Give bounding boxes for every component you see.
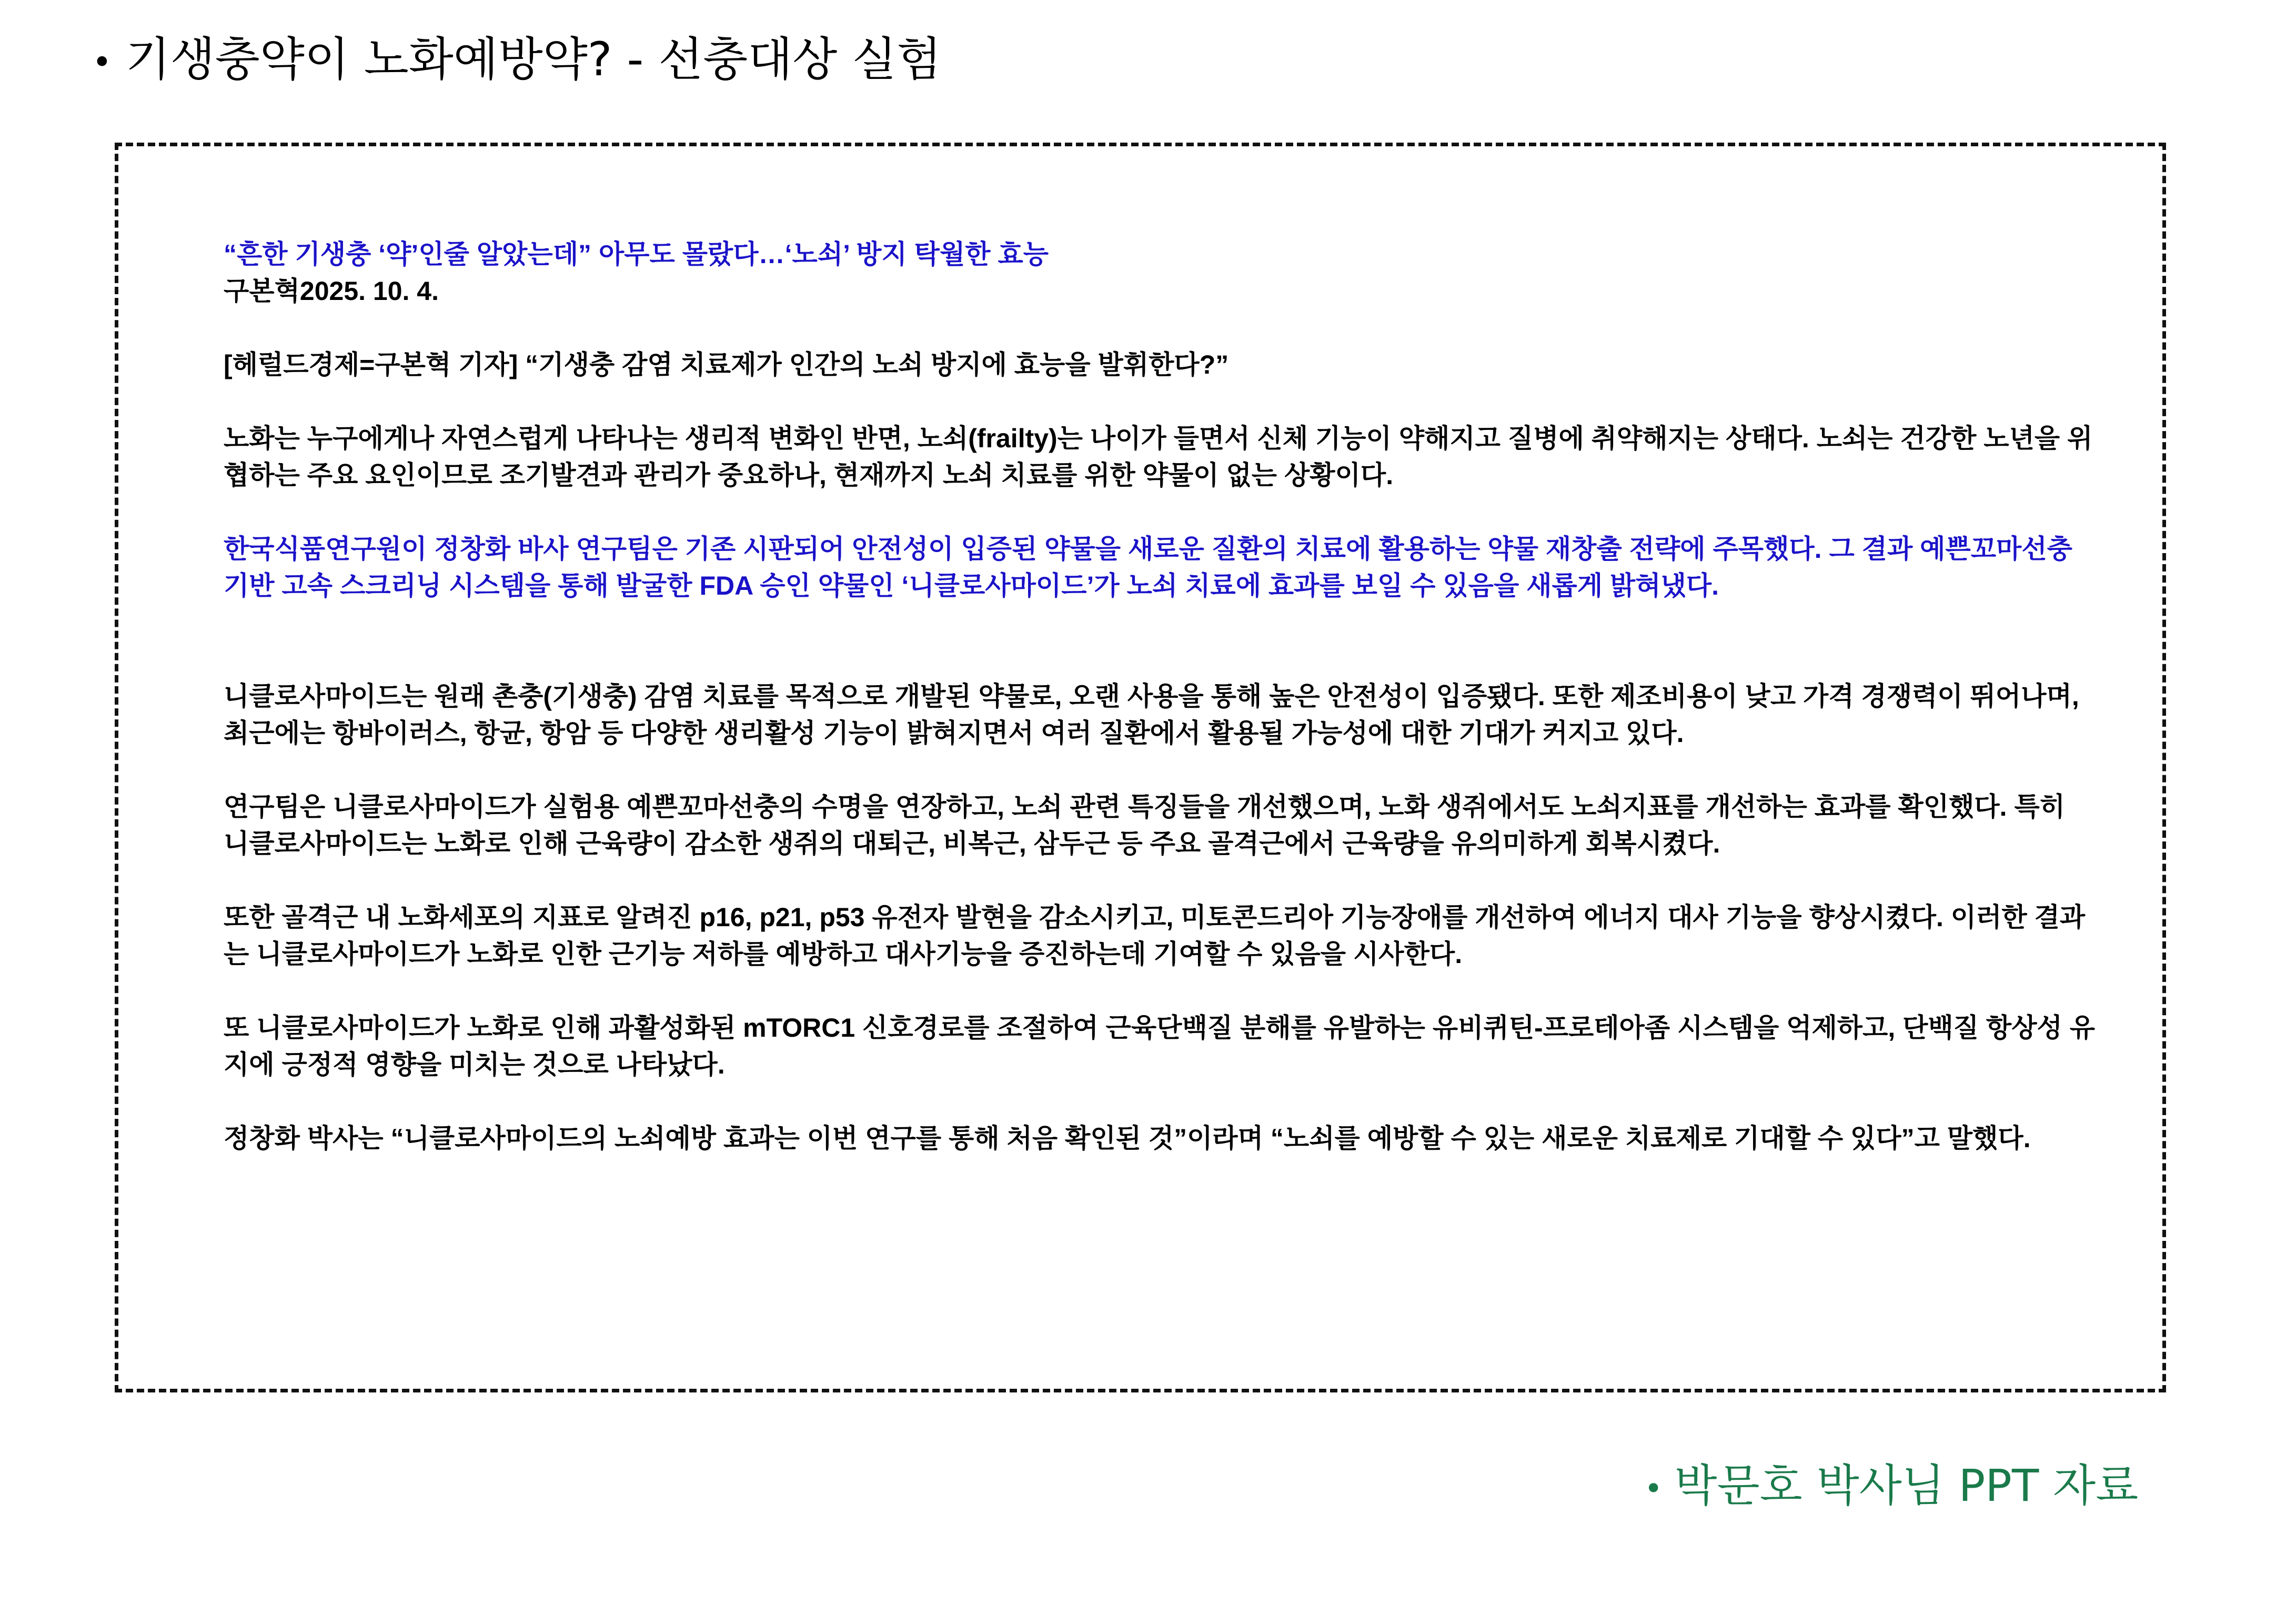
article-body (224, 236, 2097, 1194)
article-paragraph: 연구팀은 니클로사마이드가 실험용 예쁜꼬마선충의 수명을 연장하고, 노쇠 관련 특징들을 개선했으며, 노화 생쥐에서도 노쇠지표를 개선하는 효과를 확인했다. 특히 니클로사마이드는 노화로 인해 근육량이 감소한 생쥐의 대퇴근, 비복근, 삼두근 등 주요 골격근에서 근육량을 유의미하게 회복시켰다. (224, 792, 2066, 858)
source-note-text: 박문호 박사님 PPT 자료 (1674, 1460, 2139, 1511)
article-closing-paragraph: 정창화 박사는 “니클로사마이드의 노쇠예방 효과는 이번 연구를 통해 처음 확인된 것”이라며 “노쇠를 예방할 수 있는 새로운 치료제로 기대할 수 있다”고 말했다. (224, 1124, 2031, 1153)
article-frame (115, 143, 2166, 1392)
source-bullet: • (1644, 1470, 1663, 1508)
article-paragraph: 또한 골격근 내 노화세포의 지표로 알려진 p16, p21, p53 유전자 발현을 감소시키고, 미토콘드리아 기능장애를 개선하여 에너지 대사 기능을 향상시켰다. 이러한 결과는 니클로사마이드가 노화로 인한 근기능 저하를 예방하고 대사기능을 증진하는데 기여할 수 있음을 시사한다. (224, 903, 2086, 969)
slide-title-text: 기생충약이 노화예방약? - 선충대상 실험 (125, 32, 942, 86)
article-paragraph: 노화는 누구에게나 자연스럽게 나타나는 생리적 변화인 반면, 노쇠(frailty)는 나이가 들면서 신체 기능이 약해지고 질병에 취약해지는 상태다. 노쇠는 건강한 노년을 위협하는 주요 요인이므로 조기발견과 관리가 중요하나, 현재까지 노쇠 치료를 위한 약물이 없는 상황이다. (224, 424, 2093, 490)
article-byline: 구본혁2025. 10. 4. (224, 276, 439, 306)
article-headline: “흔한 기생충 ‘약’인줄 알았는데” 아무도 몰랐다…‘노쇠’ 방지 탁월한 효능 (224, 239, 1049, 269)
title-bullet: • (92, 43, 112, 83)
article-lead-paragraph: [헤럴드경제=구본혁 기자] “기생충 감염 치료제가 인간의 노쇠 방지에 효능을 발휘한다?” (224, 350, 1229, 379)
article-highlight-paragraph: 한국식품연구원이 정창화 바사 연구팀은 기존 시판되어 안전성이 입증된 약물을 새로운 질환의 치료에 활용하는 약물 재창출 전략에 주목했다. 그 결과 예쁜꼬마선충 기반 고속 스크리닝 시스템을 통해 발굴한 FDA 승인 약물인 ‘니클로사마이드’가 노쇠 치료에 효과를 보일 수 있음을 새롭게 밝혀냈다. (224, 534, 2072, 600)
slide-title (92, 31, 941, 92)
article-paragraph: 또 니클로사마이드가 노화로 인해 과활성화된 mTORC1 신호경로를 조절하여 근육단백질 분해를 유발하는 유비퀴틴-프로테아좀 시스템을 억제하고, 단백질 항상성 유지에 긍정적 영향을 미치는 것으로 나타났다. (224, 1013, 2096, 1079)
source-note (1644, 1457, 2138, 1518)
article-paragraph: 니클로사마이드는 원래 촌충(기생충) 감염 치료를 목적으로 개발된 약물로, 오랜 사용을 통해 높은 안전성이 입증됐다. 또한 제조비용이 낮고 가격 경쟁력이 뛰어나며, 최근에는 항바이러스, 항균, 항암 등 다양한 생리활성 기능이 밝혀지면서 여러 질환에서 활용될 가능성에 대한 기대가 커지고 있다. (224, 681, 2079, 748)
